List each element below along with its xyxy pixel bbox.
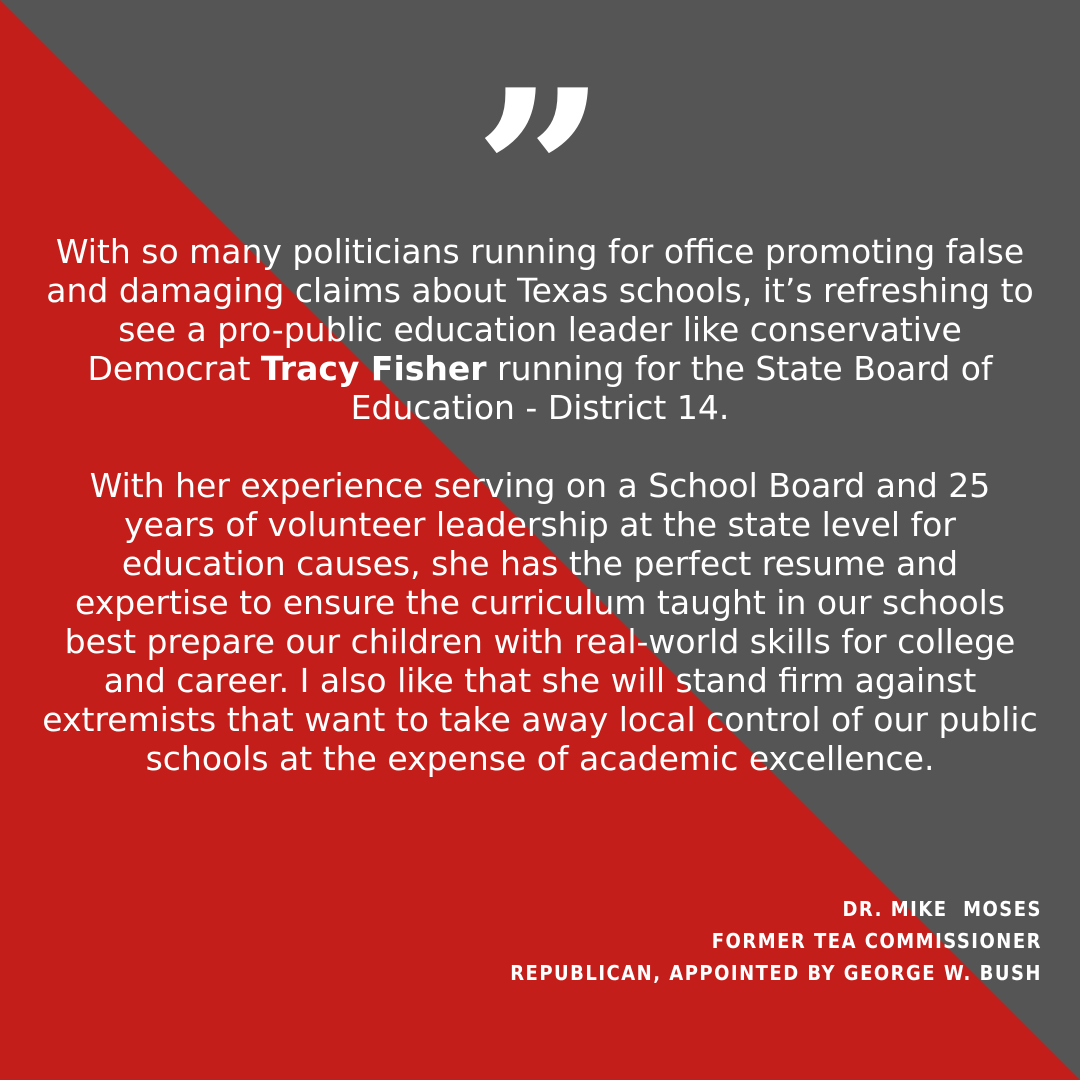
attribution-affiliation: REPUBLICAN, APPOINTED BY GEORGE W. BUSH [510, 961, 1042, 985]
quote-paragraph-1 [40, 232, 1040, 427]
attribution-title: FORMER TEA COMMISSIONER [711, 929, 1042, 953]
quote-paragraph-2: With her experience serving on a School Board and 25 years of volunteer leadership at the state level for education causes, she has the perfect resume and expertise to ensure the curriculum taught in our schools best prepare our children with real-world skills for college and career. I also like that she will stand firm against extremists that want to take away local control of our public schools at the expense of academic excellence. [42, 466, 1038, 778]
quote-body [40, 232, 1040, 778]
quote-paragraph-1-end: running for the State Board of Education - District 14. [350, 349, 993, 427]
quote-paragraph-1-start: With so many politicians running for office promoting false and damaging claims about Texas schools, it’s refreshing to see a pro-public education leader like conservative Democrat [46, 232, 1034, 388]
quotation-mark-icon: ” [473, 40, 607, 310]
attribution-name: DR. MIKE MOSES [842, 897, 1042, 921]
attribution [342, 893, 1042, 989]
candidate-name: Tracy Fisher [260, 349, 487, 388]
